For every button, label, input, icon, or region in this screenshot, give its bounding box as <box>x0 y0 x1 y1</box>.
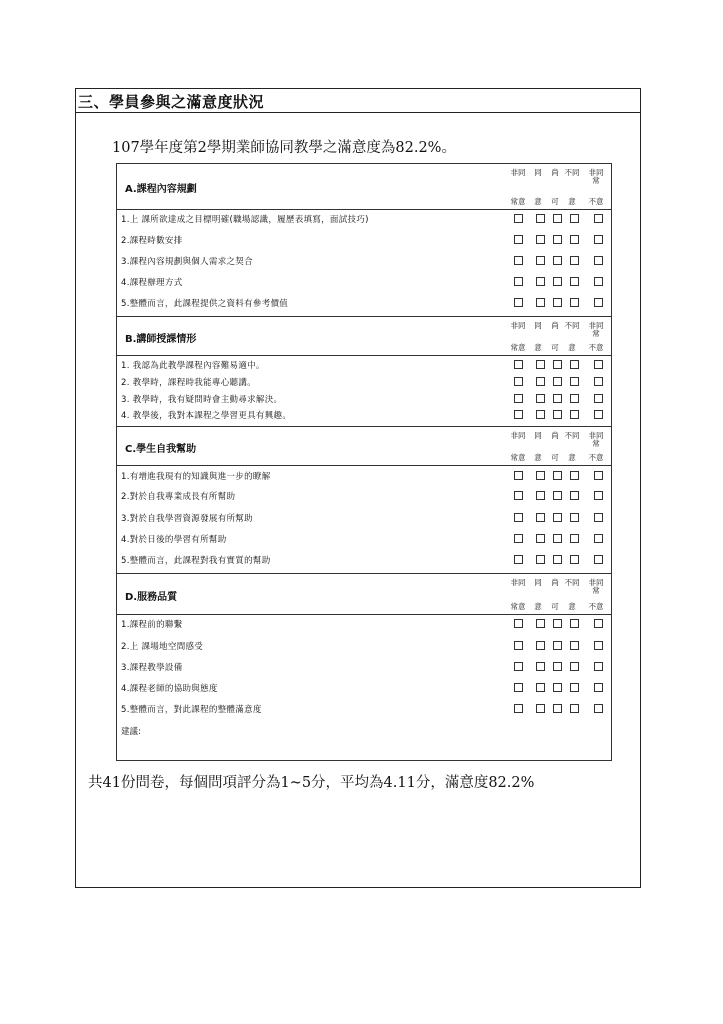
question-label: 4.對於日後的學習有所幫助 <box>121 535 227 545</box>
rating-checkbox[interactable] <box>514 704 523 713</box>
rating-checkbox[interactable] <box>536 214 545 223</box>
rating-checkbox[interactable] <box>570 410 579 419</box>
rating-checkbox[interactable] <box>594 683 603 692</box>
rating-checkbox[interactable] <box>594 214 603 223</box>
rating-checkbox[interactable] <box>514 394 523 403</box>
scale-column <box>587 317 605 355</box>
rating-checkbox[interactable] <box>536 256 545 265</box>
rating-checkbox[interactable] <box>514 298 523 307</box>
rating-checkbox[interactable] <box>536 534 545 543</box>
rating-checkbox[interactable] <box>536 471 545 480</box>
summary-text: 共41份問卷，每個問項評分為1~5分，平均為4.11分，滿意度82.2% <box>88 775 535 791</box>
rating-checkbox[interactable] <box>514 683 523 692</box>
scale-label-top: 同 <box>534 321 542 330</box>
rating-checkbox[interactable] <box>553 410 562 419</box>
scale-label-top: 非同 <box>510 578 526 587</box>
question-label: 4.課程辦理方式 <box>121 278 183 288</box>
rating-checkbox[interactable] <box>594 534 603 543</box>
rating-checkbox[interactable] <box>594 410 603 419</box>
rating-checkbox[interactable] <box>536 277 545 286</box>
scale-column <box>529 427 547 465</box>
survey-form <box>116 163 612 761</box>
rating-checkbox[interactable] <box>570 394 579 403</box>
rating-checkbox[interactable] <box>594 555 603 564</box>
scale-label-bottom: 常意 <box>510 197 526 206</box>
question-row <box>117 374 611 392</box>
scale-label-bottom: 不意 <box>588 197 604 206</box>
question-label: 5.整體而言，此課程提供之資料有參考價值 <box>121 299 289 309</box>
rating-checkbox[interactable] <box>594 277 603 286</box>
rating-checkbox[interactable] <box>514 471 523 480</box>
rating-checkbox[interactable] <box>514 619 523 628</box>
rating-checkbox[interactable] <box>594 235 603 244</box>
question-row <box>117 659 611 677</box>
scale-label-bottom: 意 <box>534 602 542 611</box>
rating-checkbox[interactable] <box>553 360 562 369</box>
scale-label-top: 非同常 <box>588 168 604 185</box>
scale-label-top: 尚 <box>551 578 559 587</box>
scale-label-bottom: 可 <box>551 453 559 462</box>
section-header <box>117 164 611 210</box>
scale-label-top: 不同 <box>564 321 580 330</box>
rating-checkbox[interactable] <box>570 277 579 286</box>
rating-scale-header <box>509 427 609 465</box>
rating-checkbox[interactable] <box>594 298 603 307</box>
scale-label-top: 非同 <box>510 168 526 177</box>
scale-column <box>546 427 564 465</box>
rating-checkbox[interactable] <box>570 683 579 692</box>
rating-checkbox[interactable] <box>536 491 545 500</box>
rating-checkbox[interactable] <box>570 534 579 543</box>
question-row <box>117 357 611 375</box>
question-row <box>117 680 611 698</box>
question-row <box>117 616 611 634</box>
scale-label-bottom: 意 <box>568 453 576 462</box>
rating-checkbox[interactable] <box>514 555 523 564</box>
question-label: 5.整體而言，對此課程的整體滿意度 <box>121 705 262 715</box>
scale-label-bottom: 不意 <box>588 343 604 352</box>
rating-checkbox[interactable] <box>514 277 523 286</box>
rating-checkbox[interactable] <box>553 619 562 628</box>
rating-checkbox[interactable] <box>570 214 579 223</box>
scale-label-bottom: 不意 <box>588 602 604 611</box>
scale-label-bottom: 常意 <box>510 453 526 462</box>
scale-label-bottom: 不意 <box>588 453 604 462</box>
question-label: 3.課程內容規劃與個人需求之契合 <box>121 257 253 267</box>
rating-checkbox[interactable] <box>553 235 562 244</box>
scale-label-bottom: 意 <box>568 197 576 206</box>
rating-checkbox[interactable] <box>514 410 523 419</box>
rating-checkbox[interactable] <box>514 662 523 671</box>
rating-scale-header <box>509 164 609 209</box>
suggestion-label: 建議: <box>121 727 141 737</box>
rating-checkbox[interactable] <box>570 235 579 244</box>
rating-checkbox[interactable] <box>536 377 545 386</box>
scale-label-bottom: 可 <box>551 343 559 352</box>
rating-checkbox[interactable] <box>536 662 545 671</box>
rating-checkbox[interactable] <box>553 394 562 403</box>
question-row <box>117 552 611 570</box>
question-label: 1.有增進我現有的知識與進一步的瞭解 <box>121 472 271 482</box>
scale-label-top: 非同常 <box>588 578 604 595</box>
section-heading: B.講師授課情形 <box>125 334 197 345</box>
rating-checkbox[interactable] <box>570 555 579 564</box>
scale-column <box>509 317 527 355</box>
rating-checkbox[interactable] <box>536 360 545 369</box>
rating-checkbox[interactable] <box>594 662 603 671</box>
scale-column <box>529 164 547 209</box>
rating-checkbox[interactable] <box>553 662 562 671</box>
rating-checkbox[interactable] <box>553 534 562 543</box>
rating-checkbox[interactable] <box>514 235 523 244</box>
rating-checkbox[interactable] <box>536 555 545 564</box>
question-row <box>117 295 611 313</box>
scale-column <box>587 574 605 614</box>
scale-label-top: 尚 <box>551 168 559 177</box>
rating-checkbox[interactable] <box>570 256 579 265</box>
rating-checkbox[interactable] <box>514 377 523 386</box>
rating-checkbox[interactable] <box>570 704 579 713</box>
rating-checkbox[interactable] <box>553 277 562 286</box>
scale-column <box>546 164 564 209</box>
rating-checkbox[interactable] <box>594 491 603 500</box>
rating-checkbox[interactable] <box>536 513 545 522</box>
rating-checkbox[interactable] <box>570 298 579 307</box>
question-label: 4.課程老師的協助與態度 <box>121 684 218 694</box>
scale-column <box>509 427 527 465</box>
scale-column <box>546 574 564 614</box>
rating-checkbox[interactable] <box>553 214 562 223</box>
rating-checkbox[interactable] <box>570 377 579 386</box>
scale-column <box>587 164 605 209</box>
rating-checkbox[interactable] <box>536 683 545 692</box>
scale-label-top: 同 <box>534 431 542 440</box>
rating-checkbox[interactable] <box>514 641 523 650</box>
rating-checkbox[interactable] <box>514 214 523 223</box>
scale-label-top: 非同常 <box>588 431 604 448</box>
scale-label-top: 尚 <box>551 431 559 440</box>
rating-checkbox[interactable] <box>594 471 603 480</box>
scale-column <box>587 427 605 465</box>
rating-checkbox[interactable] <box>536 619 545 628</box>
scale-label-top: 非同 <box>510 321 526 330</box>
rating-checkbox[interactable] <box>553 256 562 265</box>
question-label: 1.課程前的聯繫 <box>121 620 183 630</box>
rating-checkbox[interactable] <box>594 360 603 369</box>
question-row <box>117 211 611 229</box>
section-title: 三、學員參與之滿意度狀況 <box>78 93 265 111</box>
rating-checkbox[interactable] <box>570 491 579 500</box>
scale-column <box>563 164 581 209</box>
scale-label-bottom: 常意 <box>510 343 526 352</box>
question-label: 1.上 課所欲達成之目標明確(職場認識，履歷表填寫，面試技巧) <box>121 215 369 225</box>
scale-label-bottom: 意 <box>534 453 542 462</box>
scale-label-top: 不同 <box>564 578 580 587</box>
rating-checkbox[interactable] <box>553 298 562 307</box>
section-header <box>117 316 611 356</box>
rating-checkbox[interactable] <box>536 298 545 307</box>
scale-column <box>529 574 547 614</box>
rating-checkbox[interactable] <box>553 491 562 500</box>
section-heading: D.服務品質 <box>125 592 178 603</box>
scale-column <box>509 574 527 614</box>
question-row <box>117 701 611 719</box>
rating-checkbox[interactable] <box>553 555 562 564</box>
section-header <box>117 573 611 615</box>
rating-checkbox[interactable] <box>536 641 545 650</box>
rating-checkbox[interactable] <box>553 641 562 650</box>
question-label: 1. 我認為此教學課程內容難易適中。 <box>121 361 265 371</box>
rating-checkbox[interactable] <box>553 471 562 480</box>
question-row <box>117 253 611 271</box>
scale-label-bottom: 可 <box>551 602 559 611</box>
title-divider <box>75 112 641 113</box>
question-label: 3. 教學時，我有疑問時會主動尋求解決。 <box>121 395 283 405</box>
question-row <box>117 638 611 656</box>
scale-label-top: 同 <box>534 168 542 177</box>
rating-checkbox[interactable] <box>514 534 523 543</box>
rating-checkbox[interactable] <box>594 513 603 522</box>
scale-label-bottom: 可 <box>551 197 559 206</box>
intro-text: 107學年度第2學期業師協同教學之滿意度為82.2%。 <box>112 140 456 156</box>
rating-scale-header <box>509 317 609 355</box>
rating-checkbox[interactable] <box>570 641 579 650</box>
rating-checkbox[interactable] <box>594 704 603 713</box>
rating-checkbox[interactable] <box>594 641 603 650</box>
scale-label-top: 非同 <box>510 431 526 440</box>
scale-column <box>563 317 581 355</box>
rating-checkbox[interactable] <box>570 619 579 628</box>
scale-column <box>563 427 581 465</box>
scale-label-bottom: 意 <box>534 343 542 352</box>
rating-checkbox[interactable] <box>570 471 579 480</box>
rating-checkbox[interactable] <box>570 662 579 671</box>
scale-label-bottom: 意 <box>568 602 576 611</box>
question-label: 2.上 課場地空間感受 <box>121 642 204 652</box>
scale-column <box>509 164 527 209</box>
rating-checkbox[interactable] <box>514 513 523 522</box>
rating-checkbox[interactable] <box>536 704 545 713</box>
question-row <box>117 531 611 549</box>
question-row <box>117 407 611 425</box>
scale-label-top: 尚 <box>551 321 559 330</box>
rating-checkbox[interactable] <box>536 394 545 403</box>
question-row <box>117 510 611 528</box>
scale-label-top: 不同 <box>564 168 580 177</box>
section-heading: C.學生自我幫助 <box>125 444 197 455</box>
question-label: 2.課程時數安排 <box>121 236 183 246</box>
rating-checkbox[interactable] <box>514 256 523 265</box>
section-heading: A.課程內容規劃 <box>125 184 197 195</box>
rating-checkbox[interactable] <box>553 377 562 386</box>
question-label: 3.對於自我學習資源發展有所幫助 <box>121 514 253 524</box>
rating-checkbox[interactable] <box>553 683 562 692</box>
scale-column <box>546 317 564 355</box>
question-label: 5.整體而言，此課程對我有實質的幫助 <box>121 556 271 566</box>
rating-checkbox[interactable] <box>594 619 603 628</box>
rating-checkbox[interactable] <box>594 256 603 265</box>
rating-checkbox[interactable] <box>570 513 579 522</box>
scale-label-bottom: 常意 <box>510 602 526 611</box>
question-row <box>117 488 611 506</box>
rating-checkbox[interactable] <box>594 394 603 403</box>
rating-checkbox[interactable] <box>514 491 523 500</box>
rating-checkbox[interactable] <box>570 360 579 369</box>
scale-label-top: 同 <box>534 578 542 587</box>
question-label: 4. 教學後，我對本課程之學習更具有興趣。 <box>121 411 292 421</box>
question-row <box>117 232 611 250</box>
scale-label-bottom: 意 <box>568 343 576 352</box>
question-label: 2. 教學時，課程時我能專心聽講。 <box>121 378 256 388</box>
scale-label-top: 不同 <box>564 431 580 440</box>
rating-checkbox[interactable] <box>553 704 562 713</box>
question-label: 3.課程教學設備 <box>121 663 183 673</box>
rating-scale-header <box>509 574 609 614</box>
rating-checkbox[interactable] <box>594 377 603 386</box>
scale-label-bottom: 意 <box>534 197 542 206</box>
rating-checkbox[interactable] <box>536 410 545 419</box>
section-header <box>117 426 611 466</box>
rating-checkbox[interactable] <box>536 235 545 244</box>
question-row <box>117 274 611 292</box>
rating-checkbox[interactable] <box>514 360 523 369</box>
question-row <box>117 468 611 486</box>
question-label: 2.對於自我專業成長有所幫助 <box>121 492 236 502</box>
scale-column <box>563 574 581 614</box>
scale-label-top: 非同常 <box>588 321 604 338</box>
rating-checkbox[interactable] <box>553 513 562 522</box>
scale-column <box>529 317 547 355</box>
